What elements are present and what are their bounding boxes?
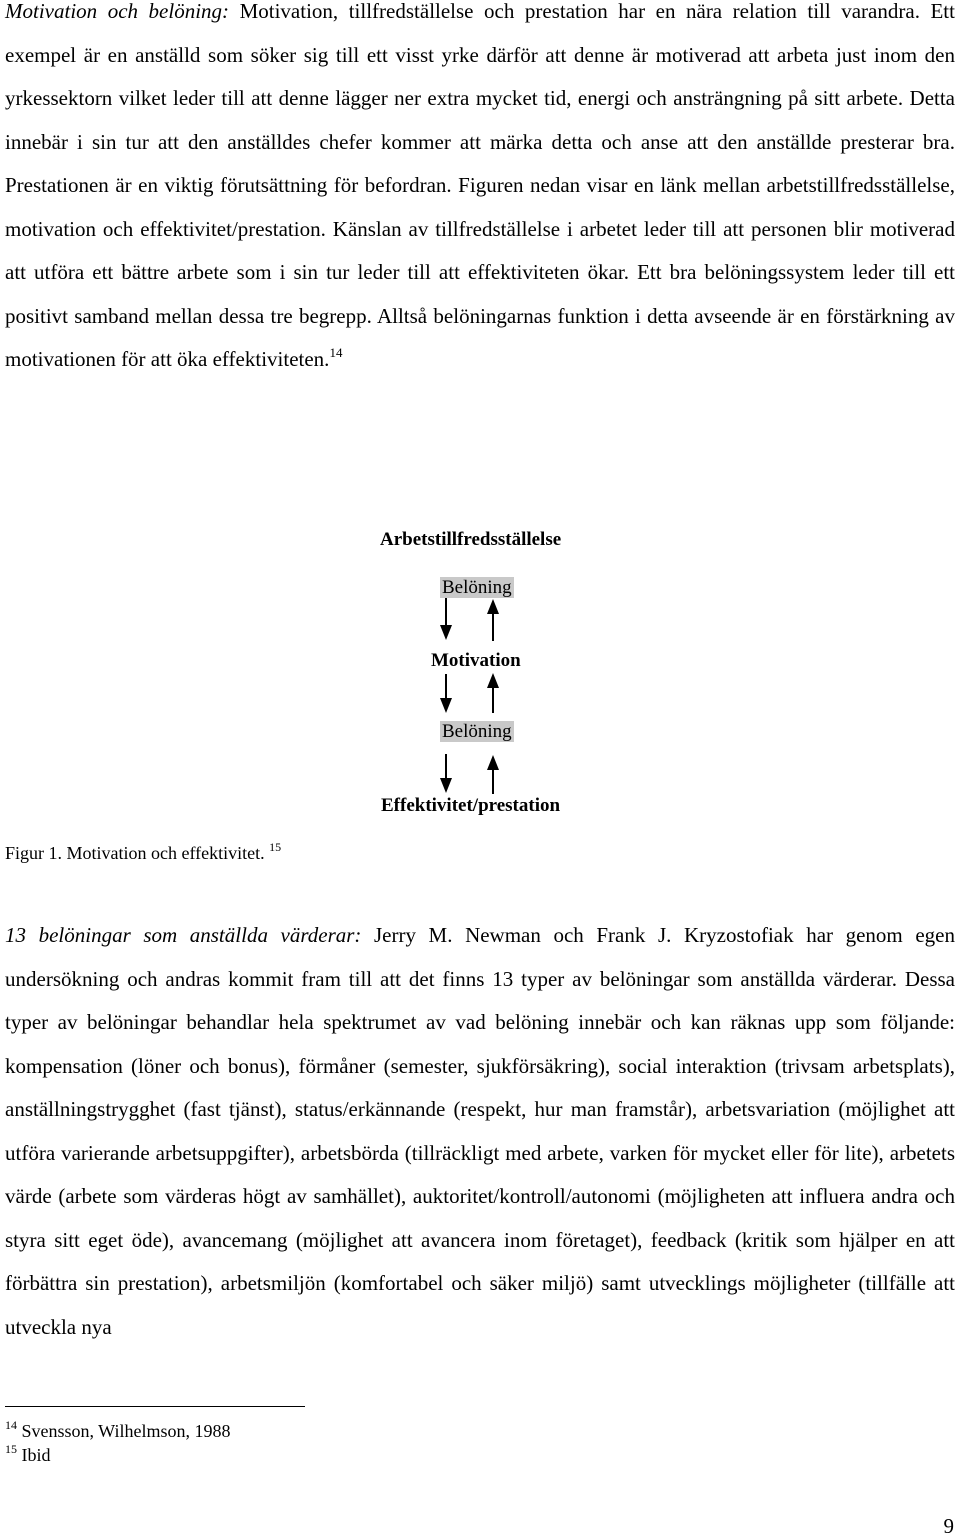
figure-caption xyxy=(5,842,281,864)
footnote-ref: 14 xyxy=(329,345,343,360)
footnote-text: Svensson, Wilhelmson, 1988 xyxy=(21,1421,231,1441)
reward-box: Belöning xyxy=(442,721,512,742)
footnote-ref: 15 xyxy=(269,840,282,854)
paragraph-lead: 13 belöningar som anställda värderar: xyxy=(5,923,362,947)
arrow-down-icon xyxy=(440,598,452,640)
paragraph-text: Jerry M. Newman och Frank J. Kryzostofiak har genom egen undersökning och andras kommit fram till att det finns 13 typer av belöningar som anställda värderar. Dessa typer av belöningar behandlar hela spektrumet av vad belöning innebär och kan räknas upp som följande: kompensation (löner och bonus), förmåner (semester, sjukförsäkring), social interaktion (trivsam arbetsplats), anställningstrygghet (fast tjänst), status/erkännande (respekt, hur man framstår), arbetsvariation (möjlighet att utföra varierande arbetsuppgifter), arbetsbörda (tillräckligt med arbete, varken för mycket eller för lite), arbetets värde (arbete som värderas högt av samhället), auktoritet/kontroll/autonomi (möjligheten att influera andra och styra sitt eget öde), avancemang (möjlighet att avancera inom företaget), feedback (kritik som hjälper en att förbättra sin prestation), arbetsmiljön (komfortabel och säker miljö) samt utvecklings möjligheter (tillfälle att utveckla nya xyxy=(5,923,955,1339)
reward-box: Belöning xyxy=(442,577,512,598)
paragraph-rewards xyxy=(5,914,955,1349)
arrow-up-icon xyxy=(487,673,499,713)
paragraph-lead: Motivation och belöning: xyxy=(5,0,230,23)
footnote-14 xyxy=(5,1420,230,1442)
footnote-number: 15 xyxy=(5,1442,17,1456)
figure-label-satisfaction: Arbetstillfredsställelse xyxy=(380,529,562,550)
arrow-up-icon xyxy=(487,599,499,641)
caption-text: Figur 1. Motivation och effektivitet. xyxy=(5,843,265,863)
page-number: 9 xyxy=(943,1514,954,1538)
footnote-number: 14 xyxy=(5,1418,17,1432)
arrow-down-icon xyxy=(440,754,452,793)
figure-label-effectiveness: Effektivitet/prestation xyxy=(381,795,561,816)
paragraph-text: Motivation, tillfredställelse och prestation har en nära relation till varandra. Ett exempel är en anställd som söker sig till ett visst yrke därför att denne är motiverad att arbeta just inom den yrkessektorn vilket leder till att denne lägger ner extra mycket tid, energi och ansträngning på sitt arbete. Detta innebär i sin tur att den anställdes chefer kommer att märka detta och anse att den anställde presterar bra. Prestationen är en viktig förutsättning för befordran. Figuren nedan visar en länk mellan arbetstillfredsställelse, motivation och effektivitet/prestation. Känslan av tillfredställelse i arbetet leder till att personen blir motiverad att utföra ett bättre arbete som i sin tur leder till att effektiviteten ökar. Ett bra belöningssystem leder till ett positivt samband mellan dessa tre begrepp. Alltså belöningarnas funktion i detta avseende är en förstärkning av motivationen för att öka effektiviteten. xyxy=(5,0,955,371)
footnote-divider xyxy=(5,1406,305,1407)
arrow-down-icon xyxy=(440,674,452,713)
footnote-text: Ibid xyxy=(21,1445,51,1465)
footnote-15 xyxy=(5,1444,51,1466)
figure-label-motivation: Motivation xyxy=(431,650,521,671)
arrow-up-icon xyxy=(487,755,499,794)
